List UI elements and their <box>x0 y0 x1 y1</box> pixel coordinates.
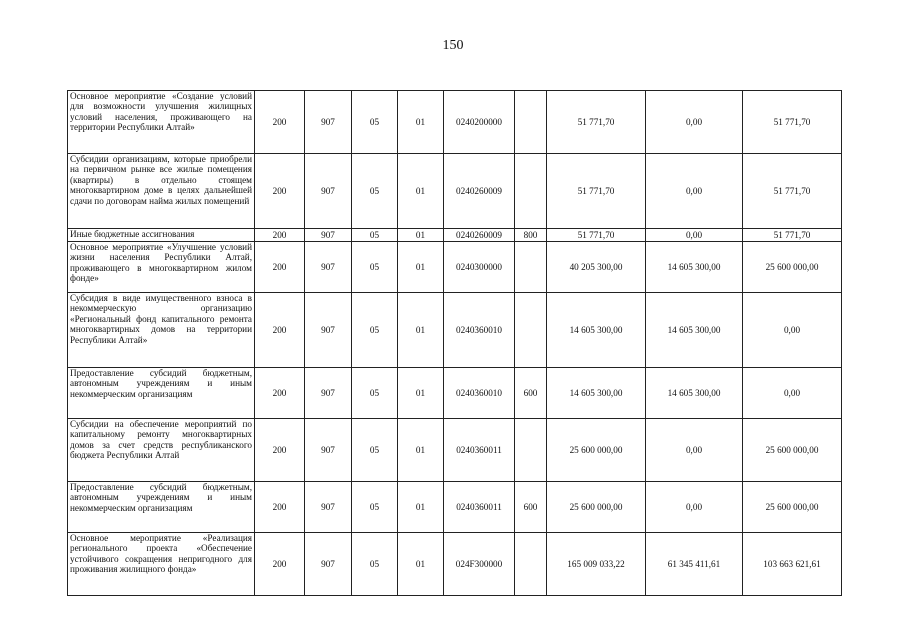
table-row <box>68 368 842 419</box>
code-cell: 907 <box>305 91 352 154</box>
code-cell: 600 <box>515 482 547 533</box>
code-cell: 907 <box>305 242 352 293</box>
code-cell: 200 <box>255 533 305 596</box>
code-cell: 01 <box>398 91 444 154</box>
amount-cell: 25 600 000,00 <box>743 242 842 293</box>
code-cell: 05 <box>352 242 398 293</box>
row-description: Основное мероприятие «Улучшение условий жизни населения Республики Алтай, проживающего в многоквартирном жилом фонде» <box>68 242 255 293</box>
code-cell: 05 <box>352 229 398 242</box>
code-cell: 907 <box>305 229 352 242</box>
code-cell: 0240300000 <box>444 242 515 293</box>
code-cell: 024F300000 <box>444 533 515 596</box>
code-cell <box>515 91 547 154</box>
amount-cell: 51 771,70 <box>547 154 646 229</box>
amount-cell: 25 600 000,00 <box>547 482 646 533</box>
row-description: Иные бюджетные ассигнования <box>68 229 255 242</box>
amount-cell: 103 663 621,61 <box>743 533 842 596</box>
amount-cell: 14 605 300,00 <box>646 293 743 368</box>
budget-table-body <box>68 91 842 596</box>
amount-cell: 14 605 300,00 <box>547 368 646 419</box>
code-cell <box>515 293 547 368</box>
page-number: 150 <box>442 38 464 53</box>
amount-cell: 25 600 000,00 <box>547 419 646 482</box>
budget-table <box>67 90 842 596</box>
amount-cell: 25 600 000,00 <box>743 482 842 533</box>
amount-cell: 51 771,70 <box>743 229 842 242</box>
code-cell: 0240200000 <box>444 91 515 154</box>
row-description: Субсидии на обеспечение мероприятий по капитальному ремонту многоквартирных домов за счет средств республиканского бюджета Республики Алтай <box>68 419 255 482</box>
amount-cell: 0,00 <box>743 293 842 368</box>
code-cell: 0240360010 <box>444 368 515 419</box>
amount-cell: 0,00 <box>646 482 743 533</box>
code-cell: 0240360011 <box>444 482 515 533</box>
code-cell: 200 <box>255 419 305 482</box>
code-cell: 05 <box>352 533 398 596</box>
amount-cell: 51 771,70 <box>743 154 842 229</box>
code-cell: 907 <box>305 368 352 419</box>
amount-cell: 0,00 <box>646 229 743 242</box>
row-description: Субсидии организациям, которые приобрели на первичном рынке все жилые помещения (квартиры) в отдельно стоящем многоквартирном доме в целях дальнейшей сдачи по договорам найма жилых помещений <box>68 154 255 229</box>
code-cell: 600 <box>515 368 547 419</box>
code-cell: 05 <box>352 91 398 154</box>
code-cell: 05 <box>352 293 398 368</box>
row-description: Предоставление субсидий бюджетным, автономным учреждениям и иным некоммерческим организациям <box>68 368 255 419</box>
row-description: Предоставление субсидий бюджетным, автономным учреждениям и иным некоммерческим организациям <box>68 482 255 533</box>
code-cell: 800 <box>515 229 547 242</box>
row-description: Основное мероприятие «Реализация регионального проекта «Обеспечение устойчивого сокращения непригодного для проживания жилищного фонда» <box>68 533 255 596</box>
amount-cell: 14 605 300,00 <box>646 242 743 293</box>
amount-cell: 165 009 033,22 <box>547 533 646 596</box>
code-cell: 01 <box>398 229 444 242</box>
code-cell: 0240260009 <box>444 229 515 242</box>
code-cell: 0240260009 <box>444 154 515 229</box>
code-cell: 01 <box>398 154 444 229</box>
amount-cell: 0,00 <box>646 91 743 154</box>
row-description: Основное мероприятие «Создание условий для возможности улучшения жилищных условий населения, проживающего на территории Республики Алтай» <box>68 91 255 154</box>
code-cell: 05 <box>352 368 398 419</box>
code-cell: 05 <box>352 154 398 229</box>
amount-cell: 0,00 <box>646 419 743 482</box>
code-cell: 0240360011 <box>444 419 515 482</box>
code-cell: 200 <box>255 242 305 293</box>
code-cell: 05 <box>352 482 398 533</box>
table-row <box>68 482 842 533</box>
table-row <box>68 242 842 293</box>
amount-cell: 0,00 <box>743 368 842 419</box>
code-cell: 907 <box>305 533 352 596</box>
table-row <box>68 419 842 482</box>
amount-cell: 40 205 300,00 <box>547 242 646 293</box>
amount-cell: 51 771,70 <box>547 91 646 154</box>
code-cell: 200 <box>255 91 305 154</box>
code-cell: 200 <box>255 482 305 533</box>
amount-cell: 51 771,70 <box>743 91 842 154</box>
code-cell: 907 <box>305 154 352 229</box>
code-cell <box>515 154 547 229</box>
code-cell <box>515 419 547 482</box>
code-cell: 907 <box>305 419 352 482</box>
code-cell: 05 <box>352 419 398 482</box>
code-cell: 907 <box>305 293 352 368</box>
code-cell: 907 <box>305 482 352 533</box>
code-cell: 200 <box>255 229 305 242</box>
code-cell: 200 <box>255 368 305 419</box>
amount-cell: 0,00 <box>646 154 743 229</box>
table-row <box>68 91 842 154</box>
code-cell: 01 <box>398 242 444 293</box>
code-cell: 0240360010 <box>444 293 515 368</box>
amount-cell: 14 605 300,00 <box>547 293 646 368</box>
amount-cell: 61 345 411,61 <box>646 533 743 596</box>
table-row <box>68 533 842 596</box>
code-cell <box>515 533 547 596</box>
code-cell: 01 <box>398 419 444 482</box>
code-cell: 01 <box>398 482 444 533</box>
code-cell: 01 <box>398 293 444 368</box>
code-cell: 200 <box>255 154 305 229</box>
row-description: Субсидия в виде имущественного взноса в некоммерческую организацию «Региональный фонд капитального ремонта многоквартирных домов на территории Республики Алтай» <box>68 293 255 368</box>
code-cell <box>515 242 547 293</box>
table-row <box>68 293 842 368</box>
amount-cell: 25 600 000,00 <box>743 419 842 482</box>
code-cell: 200 <box>255 293 305 368</box>
code-cell: 01 <box>398 533 444 596</box>
code-cell: 01 <box>398 368 444 419</box>
amount-cell: 14 605 300,00 <box>646 368 743 419</box>
table-row <box>68 229 842 242</box>
table-row <box>68 154 842 229</box>
amount-cell: 51 771,70 <box>547 229 646 242</box>
